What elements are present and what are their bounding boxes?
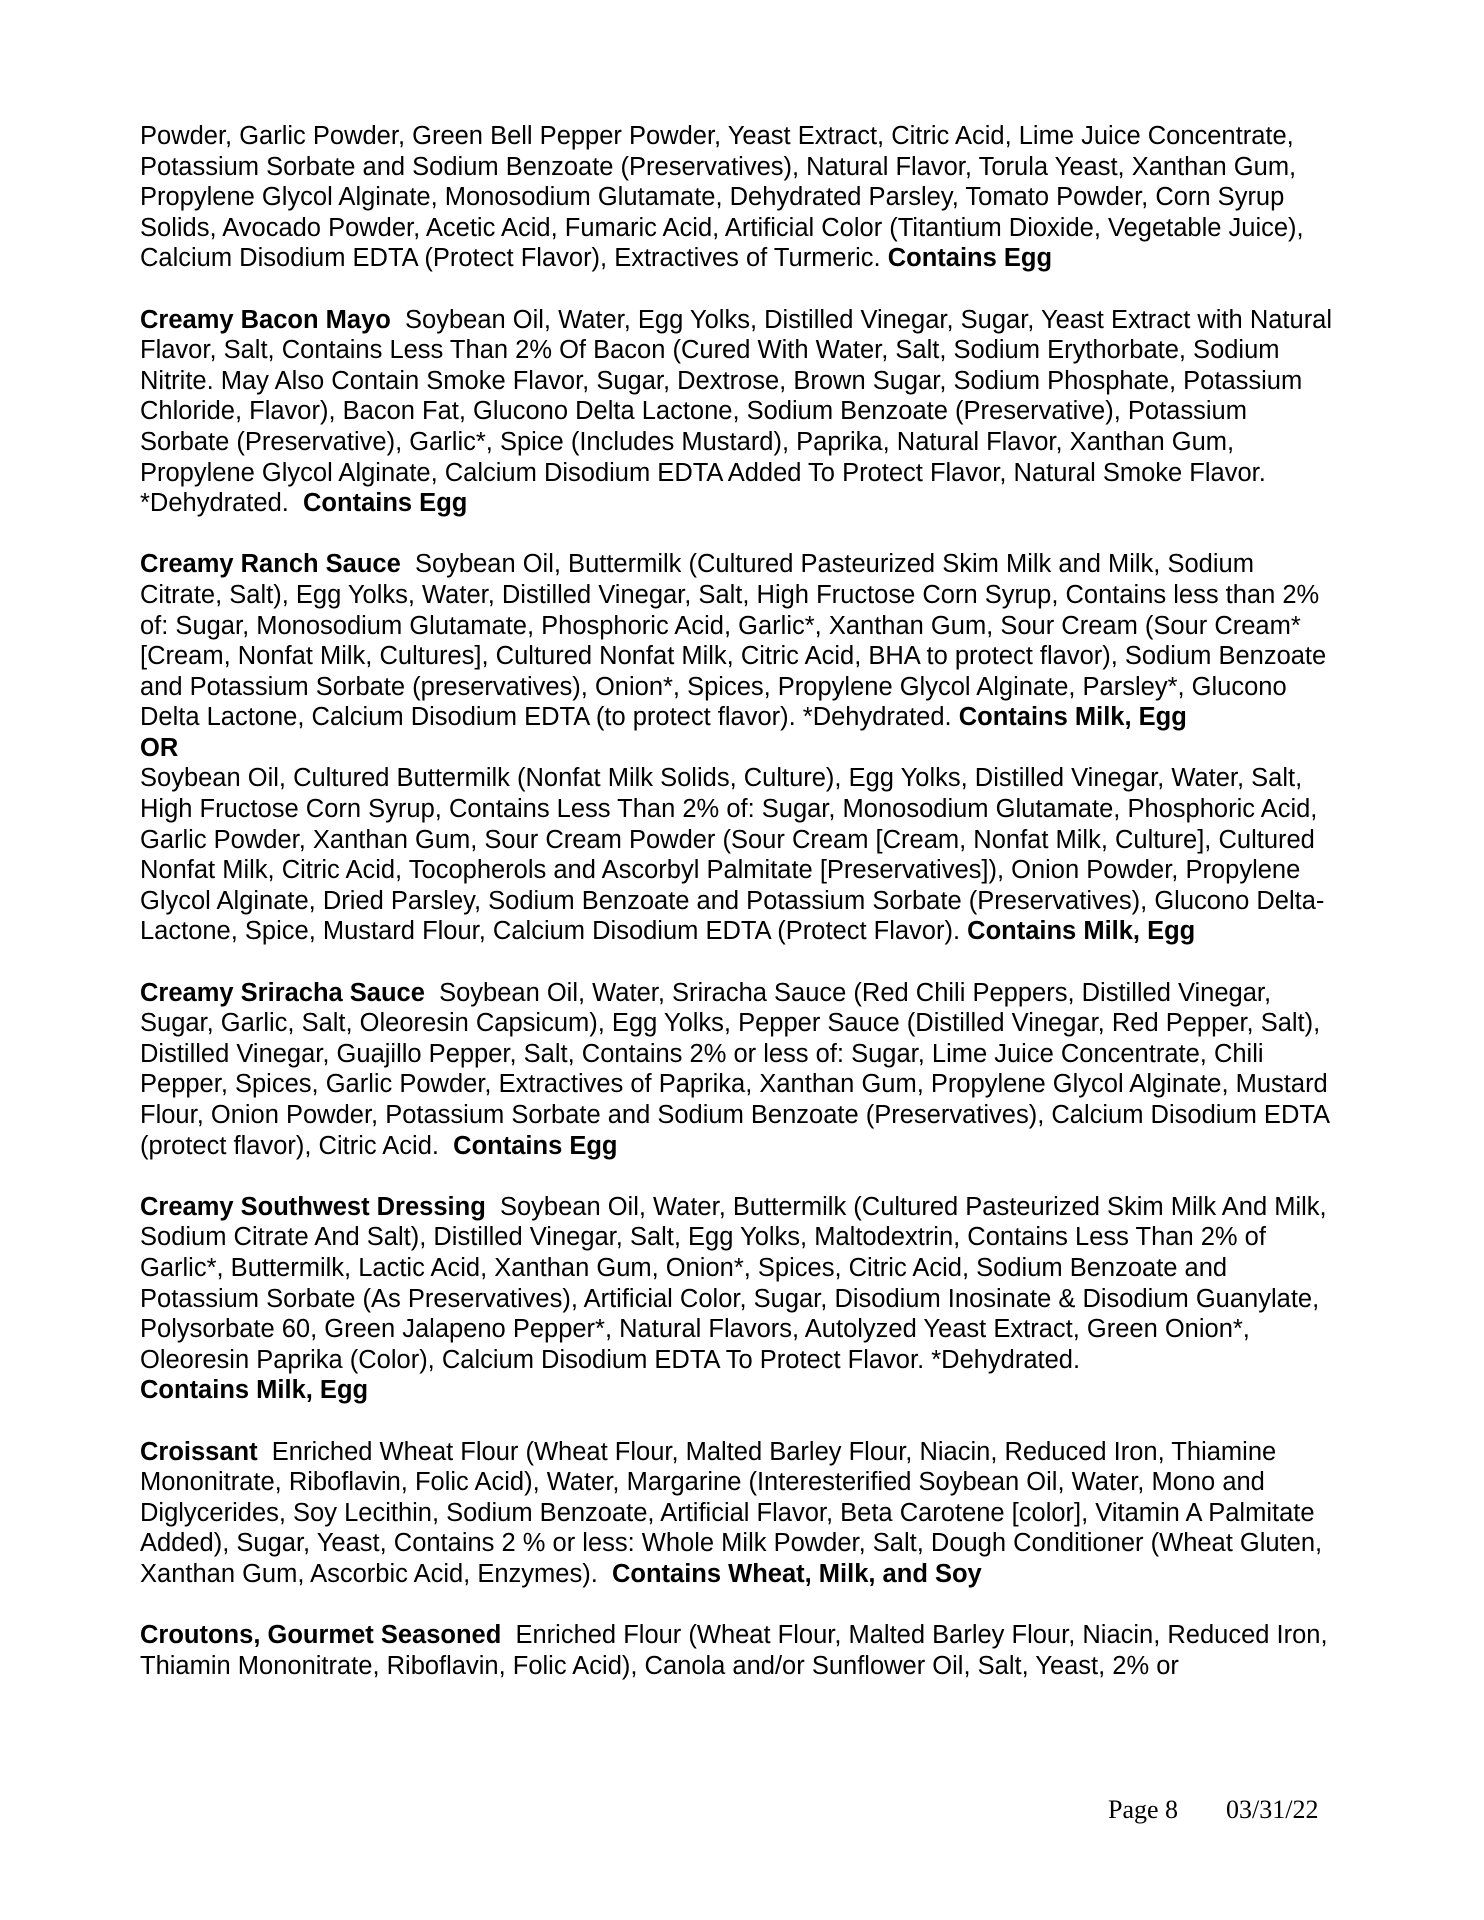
- entry-creamy-bacon-mayo: [140, 305, 1340, 519]
- allergen-statement: Contains Milk, Egg: [958, 703, 1187, 732]
- entry-creamy-southwest-dressing: [140, 1192, 1340, 1406]
- entry-title: Creamy Southwest Dressing: [140, 1192, 486, 1221]
- or-label: OR: [140, 733, 179, 762]
- entry-text: Soybean Oil, Buttermilk (Cultured Pasteurized Skim Milk and Milk, Sodium Citrate, Salt), Egg Yolks, Water, Distilled Vinegar, Salt, High Fructose Corn Syrup, Contains less than 2% of: Sugar, Monosodium Glutamate, Phosphoric Acid, Garlic*, Xanthan Gum, Sour Cream (Sour Cream* [Cream, Nonfat Milk, Cultures], Cultured Nonfat Milk, Citric Acid, BHA to protect flavor), Sodium Benzoate and Potassium Sorbate (preservatives), Onion*, Spices, Propylene Glycol Alginate, Parsley*, Glucono Delta Lactone, Calcium Disodium EDTA (to protect flavor). *Dehydrated.: [140, 550, 1327, 732]
- allergen-statement: Contains Wheat, Milk, and Soy: [611, 1559, 982, 1588]
- page-number: Page 8: [1108, 1795, 1179, 1824]
- entry-title: Croissant: [140, 1437, 258, 1466]
- entry-primary-recipe: [140, 549, 1340, 733]
- entry-croissant: [140, 1437, 1340, 1590]
- revision-date: 03/31/22: [1226, 1795, 1319, 1824]
- entry-title: Creamy Bacon Mayo: [140, 305, 391, 334]
- entry-text: Enriched Wheat Flour (Wheat Flour, Malted Barley Flour, Niacin, Reduced Iron, Thiamine Mononitrate, Riboflavin, Folic Acid), Water, Margarine (Interesterified Soybean Oil, Water, Mono and Diglycerides, Soy Lecithin, Sodium Benzoate, Artificial Flavor, Beta Carotene [color], Vitamin A Palmitate Added), Sugar, Yeast, Contains 2 % or less: Whole Milk Powder, Salt, Dough Conditioner (Wheat Gluten, Xanthan Gum, Ascorbic Acid, Enzymes).: [140, 1437, 1323, 1588]
- entry-creamy-sriracha-sauce: [140, 978, 1340, 1162]
- entry-text: Soybean Oil, Water, Egg Yolks, Distilled Vinegar, Sugar, Yeast Extract with Natural Flavor, Salt, Contains Less Than 2% Of Bacon (Cured With Water, Salt, Sodium Erythorbate, Sodium Nitrite. May Also Contain Smoke Flavor, Sugar, Dextrose, Brown Sugar, Sodium Phosphate, Potassium Chloride, Flavor), Bacon Fat, Glucono Delta Lactone, Sodium Benzoate (Preservative), Potassium Sorbate (Preservative), Garlic*, Spice (Includes Mustard), Paprika, Natural Flavor, Xanthan Gum, Propylene Glycol Alginate, Calcium Disodium EDTA Added To Protect Flavor, Natural Smoke Flavor. *Dehydrated.: [140, 305, 1333, 518]
- ingredients-document: [140, 121, 1340, 1712]
- entry-text: Powder, Garlic Powder, Green Bell Pepper Powder, Yeast Extract, Citric Acid, Lime Juice Concentrate, Potassium Sorbate and Sodium Benzoate (Preservatives), Natural Flavor, Torula Yeast, Xanthan Gum, Propylene Glycol Alginate, Monosodium Glutamate, Dehydrated Parsley, Tomato Powder, Corn Syrup Solids, Avocado Powder, Acetic Acid, Fumaric Acid, Artificial Color (Titantium Dioxide, Vegetable Juice), Calcium Disodium EDTA (Protect Flavor), Extractives of Turmeric.: [140, 122, 1304, 273]
- allergen-statement: Contains Milk, Egg: [967, 917, 1196, 946]
- entry-text: Soybean Oil, Water, Sriracha Sauce (Red Chili Peppers, Distilled Vinegar, Sugar, Garlic, Salt, Oleoresin Capsicum), Egg Yolks, Pepper Sauce (Distilled Vinegar, Red Pepper, Salt), Distilled Vinegar, Guajillo Pepper, Salt, Contains 2% or less of: Sugar, Lime Juice Concentrate, Chili Pepper, Spices, Garlic Powder, Extractives of Paprika, Xanthan Gum, Propylene Glycol Alginate, Mustard Flour, Onion Powder, Potassium Sorbate and Sodium Benzoate (Preservatives), Calcium Disodium EDTA (protect flavor), Citric Acid.: [140, 978, 1329, 1160]
- entry-croutons-gourmet-seasoned: [140, 1620, 1340, 1681]
- allergen-statement: Contains Milk, Egg: [140, 1376, 369, 1405]
- entry-alternate-recipe: [140, 763, 1340, 947]
- entry-text: Enriched Flour (Wheat Flour, Malted Barley Flour, Niacin, Reduced Iron, Thiamin Mononitrate, Riboflavin, Folic Acid), Canola and/or Sunflower Oil, Salt, Yeast, 2% or: [140, 1621, 1328, 1680]
- allergen-statement: Contains Egg: [887, 244, 1053, 273]
- entry-text: Soybean Oil, Water, Buttermilk (Cultured Pasteurized Skim Milk And Milk, Sodium Citrate And Salt), Distilled Vinegar, Salt, Egg Yolks, Maltodextrin, Contains Less Than 2% of Garlic*, Buttermilk, Lactic Acid, Xanthan Gum, Onion*, Spices, Citric Acid, Sodium Benzoate and Potassium Sorbate (As Preservatives), Artificial Color, Sugar, Disodium Inosinate & Disodium Guanylate, Polysorbate 60, Green Jalapeno Pepper*, Natural Flavors, Autolyzed Yeast Extract, Green Onion*, Oleoresin Paprika (Color), Calcium Disodium EDTA To Protect Flavor. *Dehydrated.: [140, 1192, 1327, 1374]
- entry-title: Croutons, Gourmet Seasoned: [140, 1621, 502, 1650]
- entry-continued: [140, 121, 1340, 274]
- allergen-statement: Contains Egg: [453, 1131, 618, 1160]
- entry-title: Creamy Sriracha Sauce: [140, 978, 425, 1007]
- entry-title: Creamy Ranch Sauce: [140, 550, 401, 579]
- page-footer: [1108, 1795, 1319, 1825]
- allergen-statement: Contains Egg: [303, 489, 468, 518]
- entry-alt-text: Soybean Oil, Cultured Buttermilk (Nonfat Milk Solids, Culture), Egg Yolks, Distilled Vinegar, Water, Salt, High Fructose Corn Syrup, Contains Less Than 2% of: Sugar, Monosodium Glutamate, Phosphoric Acid, Garlic Powder, Xanthan Gum, Sour Cream Powder (Sour Cream [Cream, Nonfat Milk, Culture], Cultured Nonfat Milk, Citric Acid, Tocopherols and Ascorbyl Palmitate [Preservatives]), Onion Powder, Propylene Glycol Alginate, Dried Parsley, Sodium Benzoate and Potassium Sorbate (Preservatives), Glucono Delta-Lactone, Spice, Mustard Flour, Calcium Disodium EDTA (Protect Flavor).: [140, 764, 1325, 946]
- entry-creamy-ranch-sauce: [140, 549, 1340, 947]
